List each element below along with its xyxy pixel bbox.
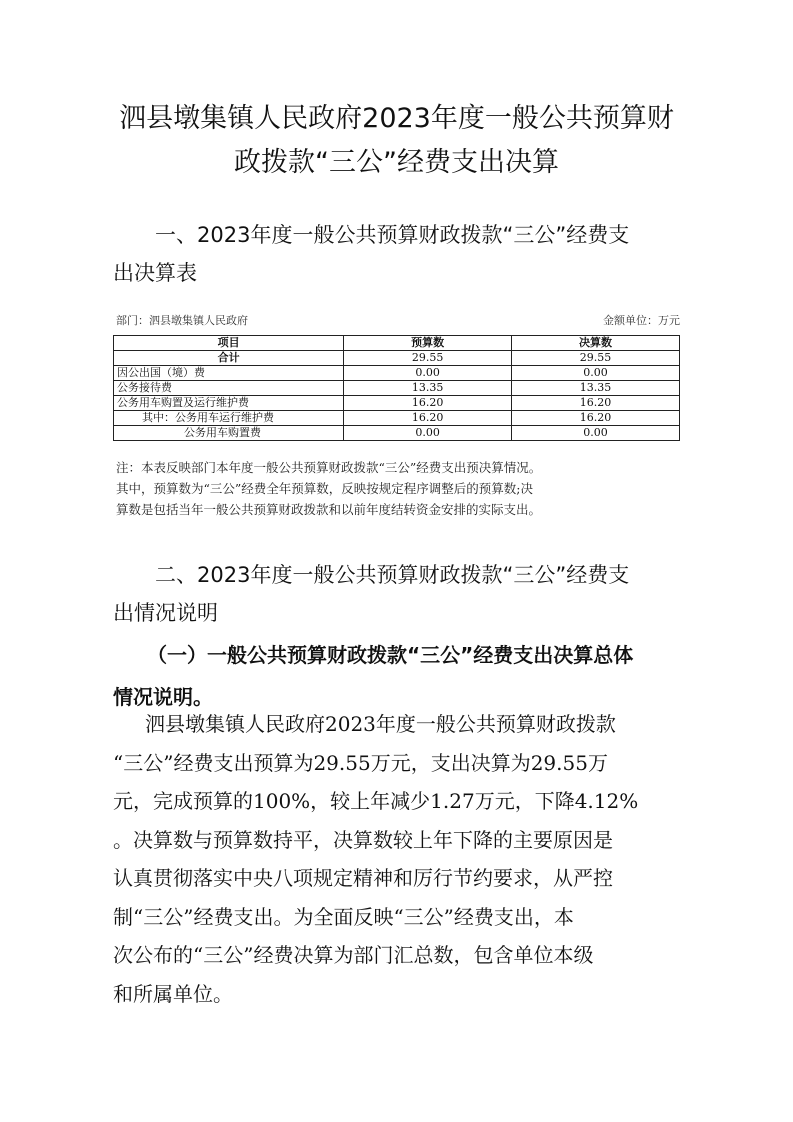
- table-row-total: [114, 351, 680, 366]
- subsection-heading-1-line-2: 情况说明。: [113, 685, 213, 709]
- document-title-line-1: 泗县墩集镇人民政府2023年度一般公共预算财: [119, 103, 674, 134]
- section-heading-1: [113, 216, 683, 292]
- section-heading-1-line-2: 出决算表: [113, 261, 197, 285]
- note-line-1: 注：本表反映部门本年度一般公共预算财政拨款“三公”经费支出预决算情况。: [116, 460, 542, 475]
- row-budget: 0.00: [344, 366, 512, 381]
- row-budget: 16.20: [344, 411, 512, 426]
- sangong-expense-table: [113, 335, 680, 441]
- row-final: 13.35: [512, 381, 680, 396]
- table-row: [114, 381, 680, 396]
- row-final: 16.20: [512, 411, 680, 426]
- section-heading-1-line-1: 一、2023年度一般公共预算财政拨款“三公”经费支: [155, 223, 630, 247]
- body-line: “三公”经费支出预算为29.55万元，支出决算为29.55万: [113, 750, 608, 775]
- table-meta: [116, 312, 680, 328]
- row-item: 公务用车购置及运行维护费: [114, 396, 344, 411]
- subsection-heading-1-line-1: （一）一般公共预算财政拨款“三公”经费支出决算总体: [147, 643, 634, 667]
- table-header-row: [114, 336, 680, 351]
- body-line: 和所属单位。: [113, 981, 233, 1006]
- row-final: 0.00: [512, 366, 680, 381]
- row-item: 公务用车购置费: [114, 426, 344, 441]
- table-row: [114, 396, 680, 411]
- body-line: 认真贯彻落实中央八项规定精神和厉行节约要求，从严控: [113, 866, 613, 890]
- section-heading-2-line-2: 出情况说明: [113, 601, 218, 625]
- row-final: 16.20: [512, 396, 680, 411]
- body-line: 次公布的“三公”经费决算为部门汇总数，包含单位本级: [113, 943, 594, 967]
- body-line: 制“三公”经费支出。为全面反映“三公”经费支出，本: [113, 904, 574, 929]
- department-label: 部门：泗县墩集镇人民政府: [116, 314, 248, 327]
- document-title-line-2: 政拨款“三公”经费支出决算: [234, 147, 559, 178]
- table-row: [114, 366, 680, 381]
- row-item: 公务接待费: [114, 381, 344, 396]
- body-line: 元，完成预算的100%，较上年减少1.27万元，下降4.12%: [113, 789, 639, 813]
- header-budget: 预算数: [344, 336, 512, 351]
- row-item: 其中：公务用车运行维护费: [114, 411, 344, 426]
- row-item: 合计: [114, 351, 344, 366]
- body-line: 。决算数与预算数持平，决算数较上年下降的主要原因是: [113, 827, 613, 852]
- note-line-2: 其中，预算数为“三公”经费全年预算数，反映按规定程序调整后的预算数;决: [116, 481, 533, 496]
- row-budget: 16.20: [344, 396, 512, 411]
- table-note: [116, 457, 684, 520]
- document-title: [0, 97, 793, 185]
- row-budget: 13.35: [344, 381, 512, 396]
- note-line-3: 算数是包括当年一般公共预算财政拨款和以前年度结转资金安排的实际支出。: [116, 502, 542, 517]
- header-final: 决算数: [512, 336, 680, 351]
- section-heading-2: [113, 556, 683, 632]
- row-final: 29.55: [512, 351, 680, 366]
- header-item: 项目: [114, 336, 344, 351]
- unit-label: 金额单位：万元: [603, 314, 680, 327]
- row-budget: 29.55: [344, 351, 512, 366]
- row-final: 0.00: [512, 426, 680, 441]
- row-item: 因公出国（境）费: [114, 366, 344, 381]
- body-paragraph: [113, 705, 693, 1013]
- section-heading-2-line-1: 二、2023年度一般公共预算财政拨款“三公”经费支: [155, 563, 630, 587]
- row-budget: 0.00: [344, 426, 512, 441]
- table-row: [114, 426, 680, 441]
- table-row: [114, 411, 680, 426]
- body-line: 泗县墩集镇人民政府2023年度一般公共预算财政拨款: [145, 712, 616, 736]
